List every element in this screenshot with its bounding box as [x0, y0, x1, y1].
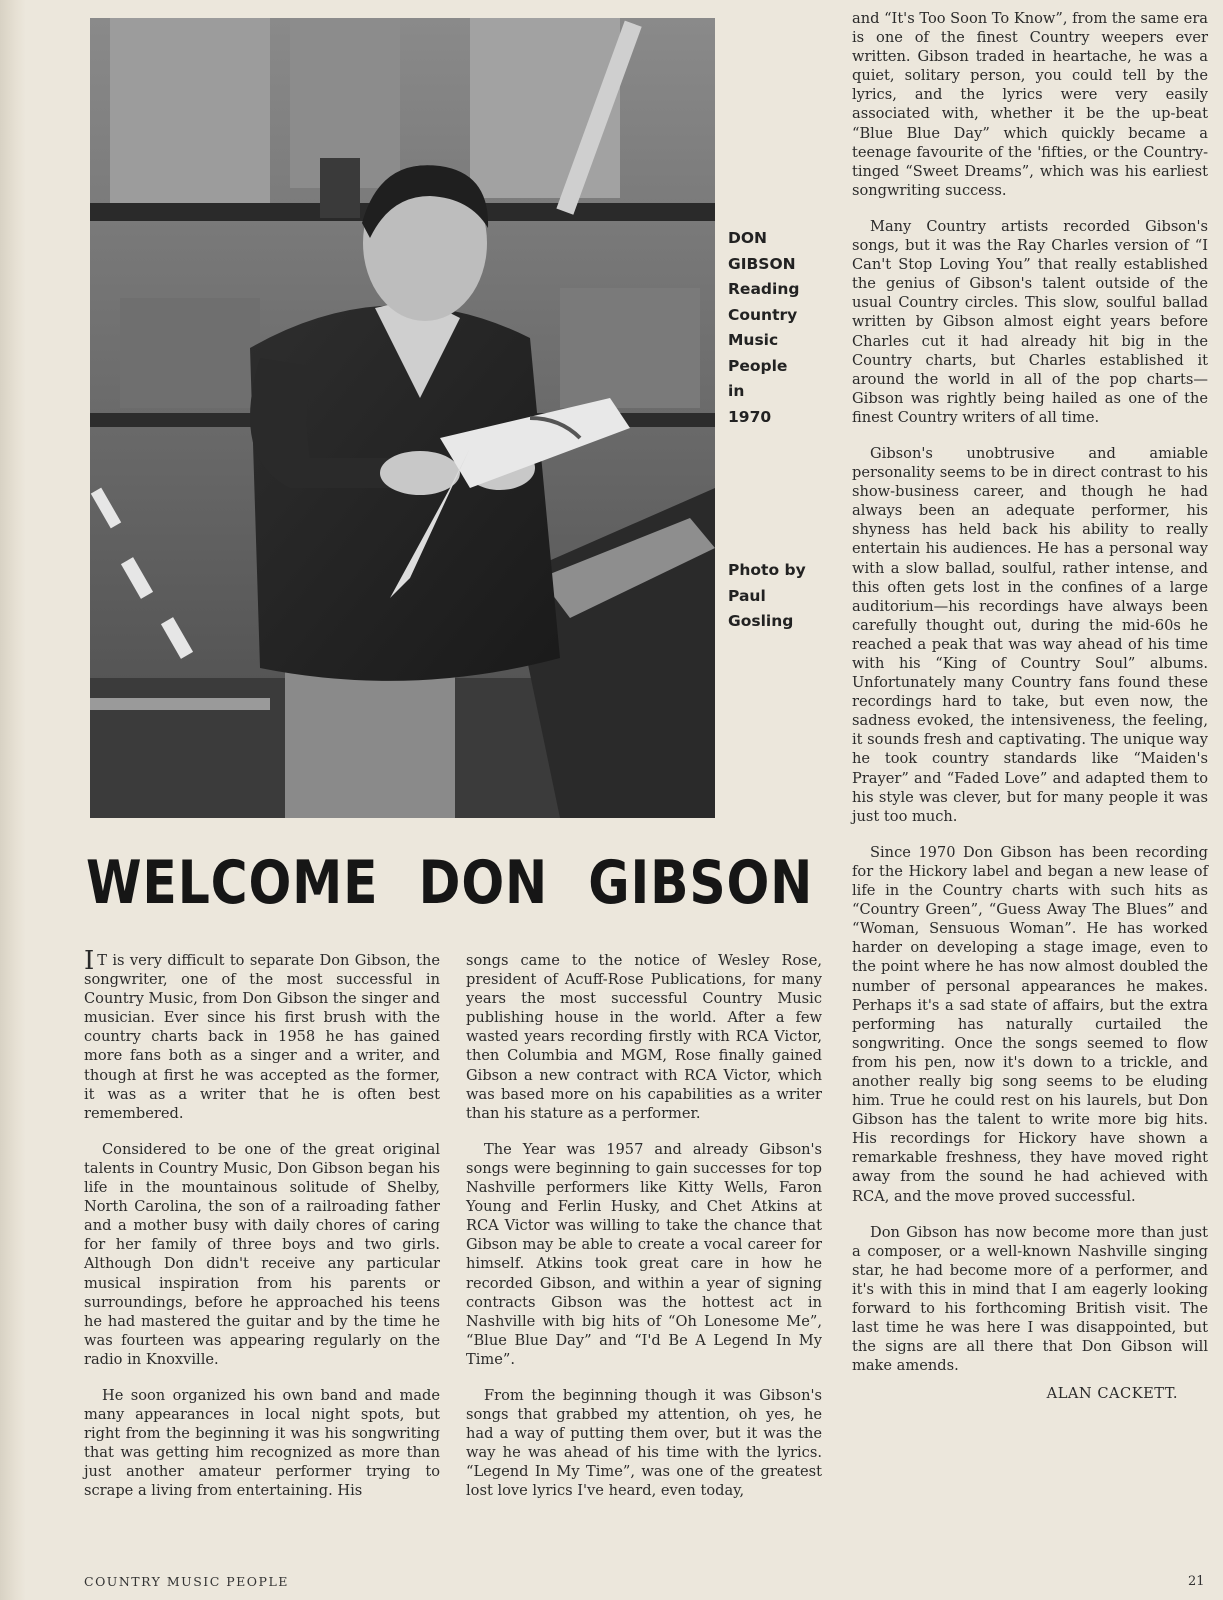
- photo-credit: [728, 558, 823, 635]
- caption-line: Music: [728, 331, 779, 349]
- publication-name: COUNTRY MUSIC PEOPLE: [84, 1574, 289, 1589]
- article-paragraph: From the beginning though it was Gibson's songs that grabbed my attention, oh yes, he had a way of putting them over, but it was the way he was ahead of his time with the lyrics. “Legend In My Time”, was one of the greatest lost love lyrics I've heard, even today,: [466, 1386, 822, 1500]
- caption-line: People: [728, 356, 788, 375]
- article-paragraph: songs came to the notice of Wesley Rose, president of Acuff-Rose Publications, for many years the most successful Country Music publishing house in the world. After a few wasted years recording firstly with RCA Victor, then Columbia and MGM, Rose finally gained Gibson a new contract with RCA Victor, which was based more on his capabilities as a writer than his stature as a performer.: [466, 952, 822, 1122]
- caption-line: Country: [728, 305, 798, 324]
- page-number: 21: [1188, 1574, 1205, 1589]
- article-paragraph: Many Country artists recorded Gibson's songs, but it was the Ray Charles version of “I Can't Stop Loving You” that really established the genius of Gibson's talent outside of the usual Country circles. This slow, soulful ballad written by Gibson almost eight years before Charles cut it had already hit big in the Country charts, but Charles established it around the world in all of the pop charts—Gibson was rightly being hailed as one of the finest Country writers of all time.: [852, 217, 1208, 426]
- article-column-1: [84, 946, 440, 1518]
- article-paragraph: He soon organized his own band and made many appearances in local night spots, but right from the beginning it was his songwriting that was getting him recognized as more than just another amateur performer trying to scrape a living from entertaining. His: [84, 1386, 440, 1500]
- page-spine-shadow: [0, 0, 26, 1600]
- article-paragraph: [84, 946, 440, 1123]
- caption-line: GIBSON: [728, 254, 796, 273]
- caption-line: 1970: [728, 407, 772, 426]
- article-paragraph: Don Gibson has now become more than just a composer, or a well-known Nashville singing star, he had become more of a performer, and it's with this in mind that I am eagerly looking forward to his forthcoming British visit. The last time he was here I was disappointed, but the signs are all there that Don Gibson will make amends.: [852, 1223, 1208, 1375]
- credit-line: Photo by: [728, 561, 806, 579]
- paragraph-text: T is very difficult to separate Don Gibson, the songwriter, one of the most successful in Country Music, from Don Gibson the singer and musician. Ever since his first brush with the country charts back in 1958 he has gained more fans both as a singer and a writer, and though at first he was accepted as the former, it was as a writer that he is often best remembered.: [84, 952, 440, 1122]
- article-paragraph: Gibson's unobtrusive and amiable personality seems to be in direct contrast to his show-business career, and though he had always been an adequate performer, his shyness has held back his ability to really entertain his audiences. He has a personal way with a slow ballad, soulful, rather intense, and this often gets lost in the confines of a large auditorium—his recordings have always been carefully thought out, during the mid-60s he reached a peak that was way ahead of his time with his “King of Country Soul” albums. Unfortunately many Country fans found these recordings hard to take, but even now, the sadness evoked, the intensiveness, the feeling, it sounds fresh and captivating. The unique way he took country standards like “Maiden's Prayer” and “Faded Love” and adapted them to his style was clever, but for many people it was just too much.: [852, 444, 1208, 825]
- credit-line: Gosling: [728, 612, 794, 630]
- author-signature: ALAN CACKETT.: [1046, 1385, 1178, 1403]
- caption-line: DON: [728, 229, 768, 247]
- article-paragraph: Since 1970 Don Gibson has been recording for the Hickory label and began a new lease of life in the Country charts with such hits as “Country Green”, “Guess Away The Blues” and “Woman, Sensuous Woman”. He has worked harder on developing a stage image, even to the point where he has now almost doubled the number of personal appearances he makes. Perhaps it's a sad state of affairs, but the extra performing has naturally curtailed the songwriting. Once the songs seemed to flow from his pen, now it's down to a trickle, and another really big song seems to be eluding him. True he could rest on his laurels, but Don Gibson has the talent to write more big hits. His recordings for Hickory have shown a remarkable freshness, they have moved right away from the sound he had achieved with RCA, and the move proved successful.: [852, 843, 1208, 1205]
- article-column-2: [466, 951, 822, 1518]
- feature-photo: [90, 18, 715, 818]
- credit-line: Paul: [728, 586, 766, 605]
- caption-line: Reading: [728, 280, 800, 298]
- article-column-3: [852, 9, 1208, 1403]
- article-paragraph: The Year was 1957 and already Gibson's songs were beginning to gain successes for top Nashville performers like Kitty Wells, Faron Young and Ferlin Husky, and Chet Atkins at RCA Victor was willing to take the chance that Gibson may be able to create a vocal career for himself. Atkins took great care in how he recorded Gibson, and within a year of signing contracts Gibson was the hottest act in Nashville with big hits of “Oh Lonesome Me”, “Blue Blue Day” and “I'd Be A Legend In My Time”.: [466, 1140, 822, 1368]
- article-paragraph: and “It's Too Soon To Know”, from the same era is one of the finest Country weepers ever written. Gibson traded in heartache, he was a quiet, solitary person, you could tell by the lyrics, and the lyrics were very easily associated with, whether it be the up-beat “Blue Blue Day” which quickly became a teenage favourite of the 'fifties, or the Country-tinged “Sweet Dreams”, which was his earliest songwriting success.: [852, 10, 1208, 199]
- man-reading-magazine-photo-icon: [90, 18, 715, 818]
- caption-line: in: [728, 382, 745, 400]
- photo-caption: [728, 226, 823, 430]
- article-headline: WELCOME DON GIBSON: [86, 848, 814, 918]
- article-paragraph: Considered to be one of the great original talents in Country Music, Don Gibson began his life in the mountainous solitude of Shelby, North Carolina, the son of a railroading father and a mother busy with daily chores of caring for her family of three boys and two girls. Although Don didn't receive any particular musical inspiration from his parents or surroundings, before he approached his teens he had mastered the guitar and by the time he was fourteen was appearing regularly on the radio in Knoxville.: [84, 1140, 440, 1368]
- drop-cap: I: [84, 946, 95, 976]
